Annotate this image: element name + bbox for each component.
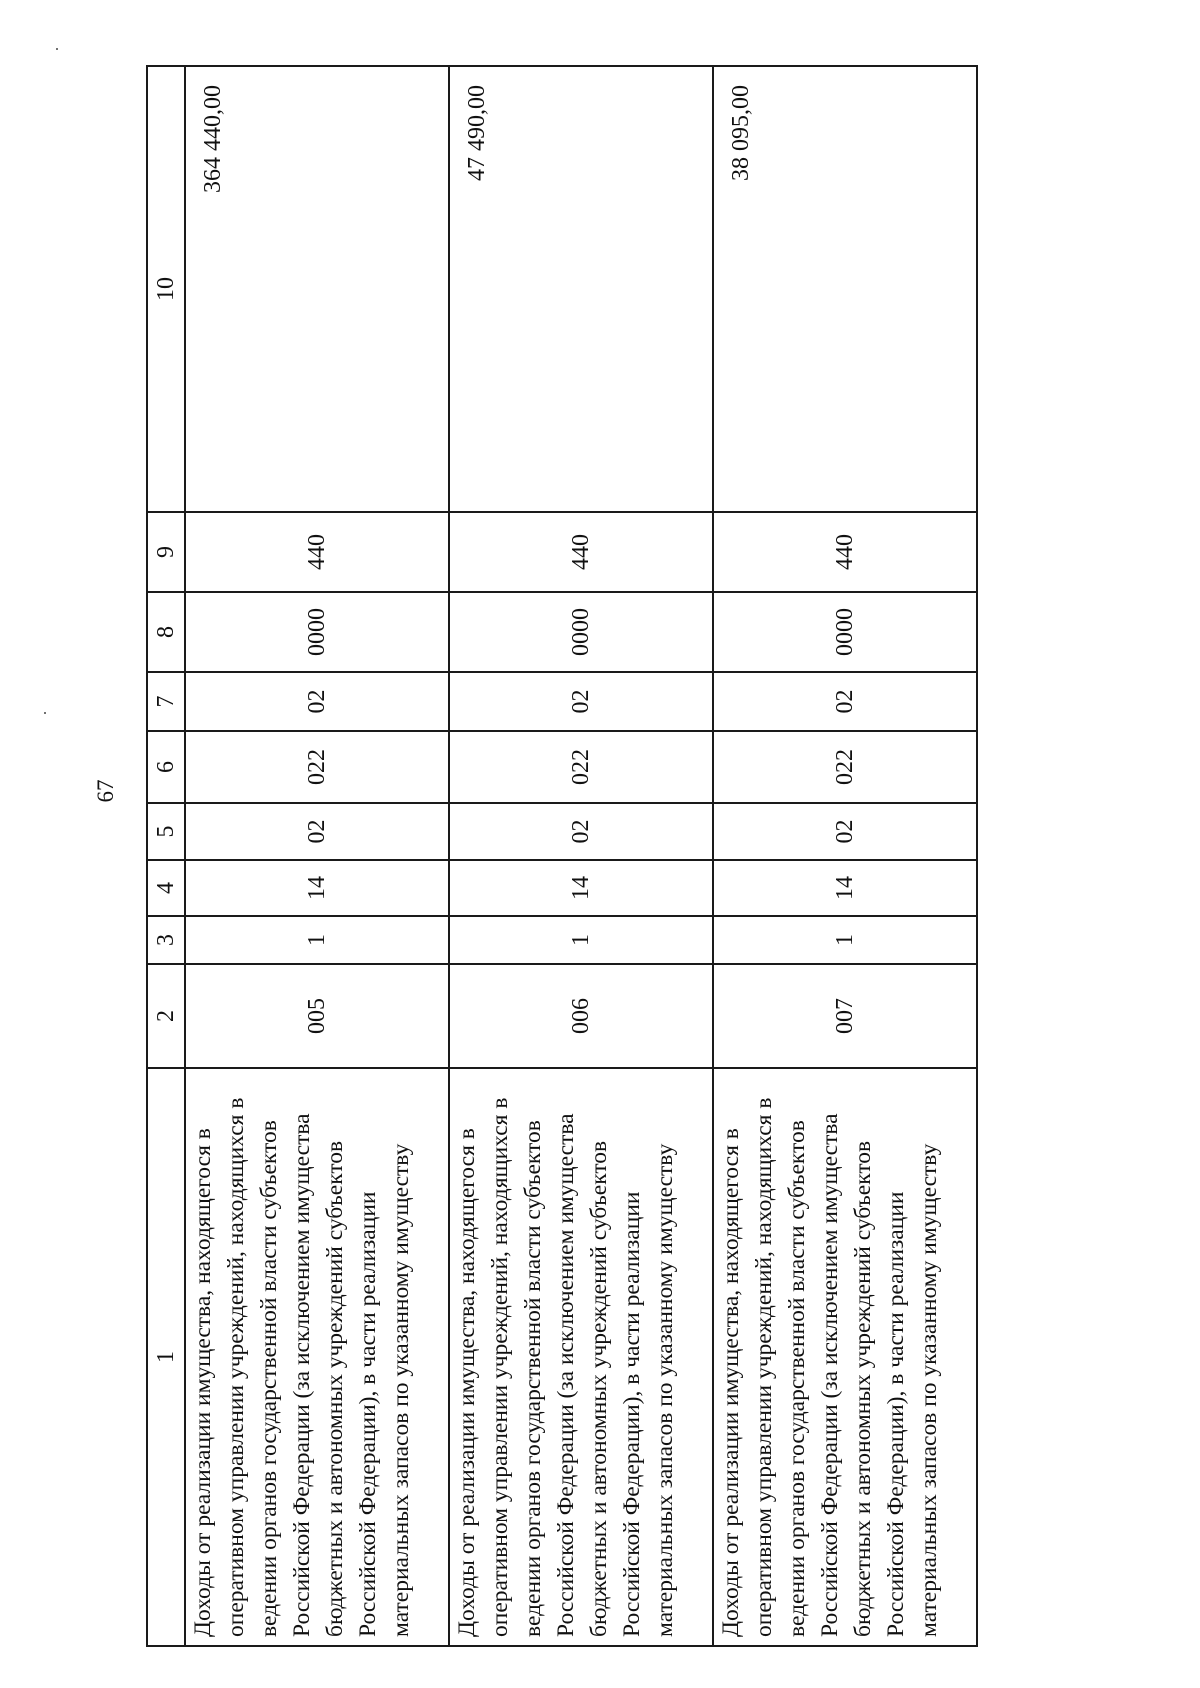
subgroup-code: 14 <box>713 860 977 916</box>
column-header: 4 <box>147 860 185 916</box>
page-number: 67 <box>93 779 118 803</box>
column-header: 7 <box>147 672 185 731</box>
subgroup-code: 14 <box>185 860 449 916</box>
classification-code: 440 <box>185 512 449 592</box>
income-description: Доходы от реализации имущества, находящегося в оперативном управлении учреждений, находящихся в ведении органов государственной власти субъектов Российской Федерации (за исключением имущества бюджетных и автономных учреждений субъектов Российской Федерации), в части реализации материальных запасов по указанному имуществу <box>449 1068 713 1646</box>
scan-speck <box>56 48 58 50</box>
subarticle-code: 022 <box>185 731 449 803</box>
element-code: 02 <box>713 672 977 731</box>
subgroup-code: 14 <box>449 860 713 916</box>
column-header: 5 <box>147 803 185 860</box>
amount-value: 47 490,00 <box>449 66 713 512</box>
column-header: 6 <box>147 731 185 803</box>
group-code: 1 <box>713 916 977 964</box>
income-description: Доходы от реализации имущества, находящегося в оперативном управлении учреждений, находящихся в ведении органов государственной власти субъектов Российской Федерации (за исключением имущества бюджетных и автономных учреждений субъектов Российской Федерации), в части реализации материальных запасов по указанному имуществу <box>713 1068 977 1646</box>
column-header: 2 <box>147 964 185 1068</box>
admin-code: 005 <box>185 964 449 1068</box>
group-code: 1 <box>185 916 449 964</box>
rotated-table-wrapper <box>146 67 978 1647</box>
scan-speck <box>44 712 46 714</box>
classification-code: 440 <box>713 512 977 592</box>
income-description: Доходы от реализации имущества, находящегося в оперативном управлении учреждений, находящихся в ведении органов государственной власти субъектов Российской Федерации (за исключением имущества бюджетных и автономных учреждений субъектов Российской Федерации), в части реализации материальных запасов по указанному имуществу <box>185 1068 449 1646</box>
subarticle-code: 022 <box>713 731 977 803</box>
amount-value: 364 440,00 <box>185 66 449 512</box>
column-header: 3 <box>147 916 185 964</box>
classification-code: 440 <box>449 512 713 592</box>
table-row <box>185 66 449 1646</box>
table-row <box>449 66 713 1646</box>
table-row <box>713 66 977 1646</box>
element-code: 02 <box>185 672 449 731</box>
subarticle-code: 022 <box>449 731 713 803</box>
group-code: 1 <box>449 916 713 964</box>
program-code: 0000 <box>449 592 713 672</box>
program-code: 0000 <box>713 592 977 672</box>
admin-code: 007 <box>713 964 977 1068</box>
program-code: 0000 <box>185 592 449 672</box>
column-header: 1 <box>147 1068 185 1646</box>
element-code: 02 <box>449 672 713 731</box>
article-code: 02 <box>713 803 977 860</box>
article-code: 02 <box>185 803 449 860</box>
revenue-table <box>146 65 978 1647</box>
column-header: 9 <box>147 512 185 592</box>
amount-value: 38 095,00 <box>713 66 977 512</box>
column-header: 8 <box>147 592 185 672</box>
column-header: 10 <box>147 66 185 512</box>
admin-code: 006 <box>449 964 713 1068</box>
column-number-row <box>147 66 185 1646</box>
article-code: 02 <box>449 803 713 860</box>
